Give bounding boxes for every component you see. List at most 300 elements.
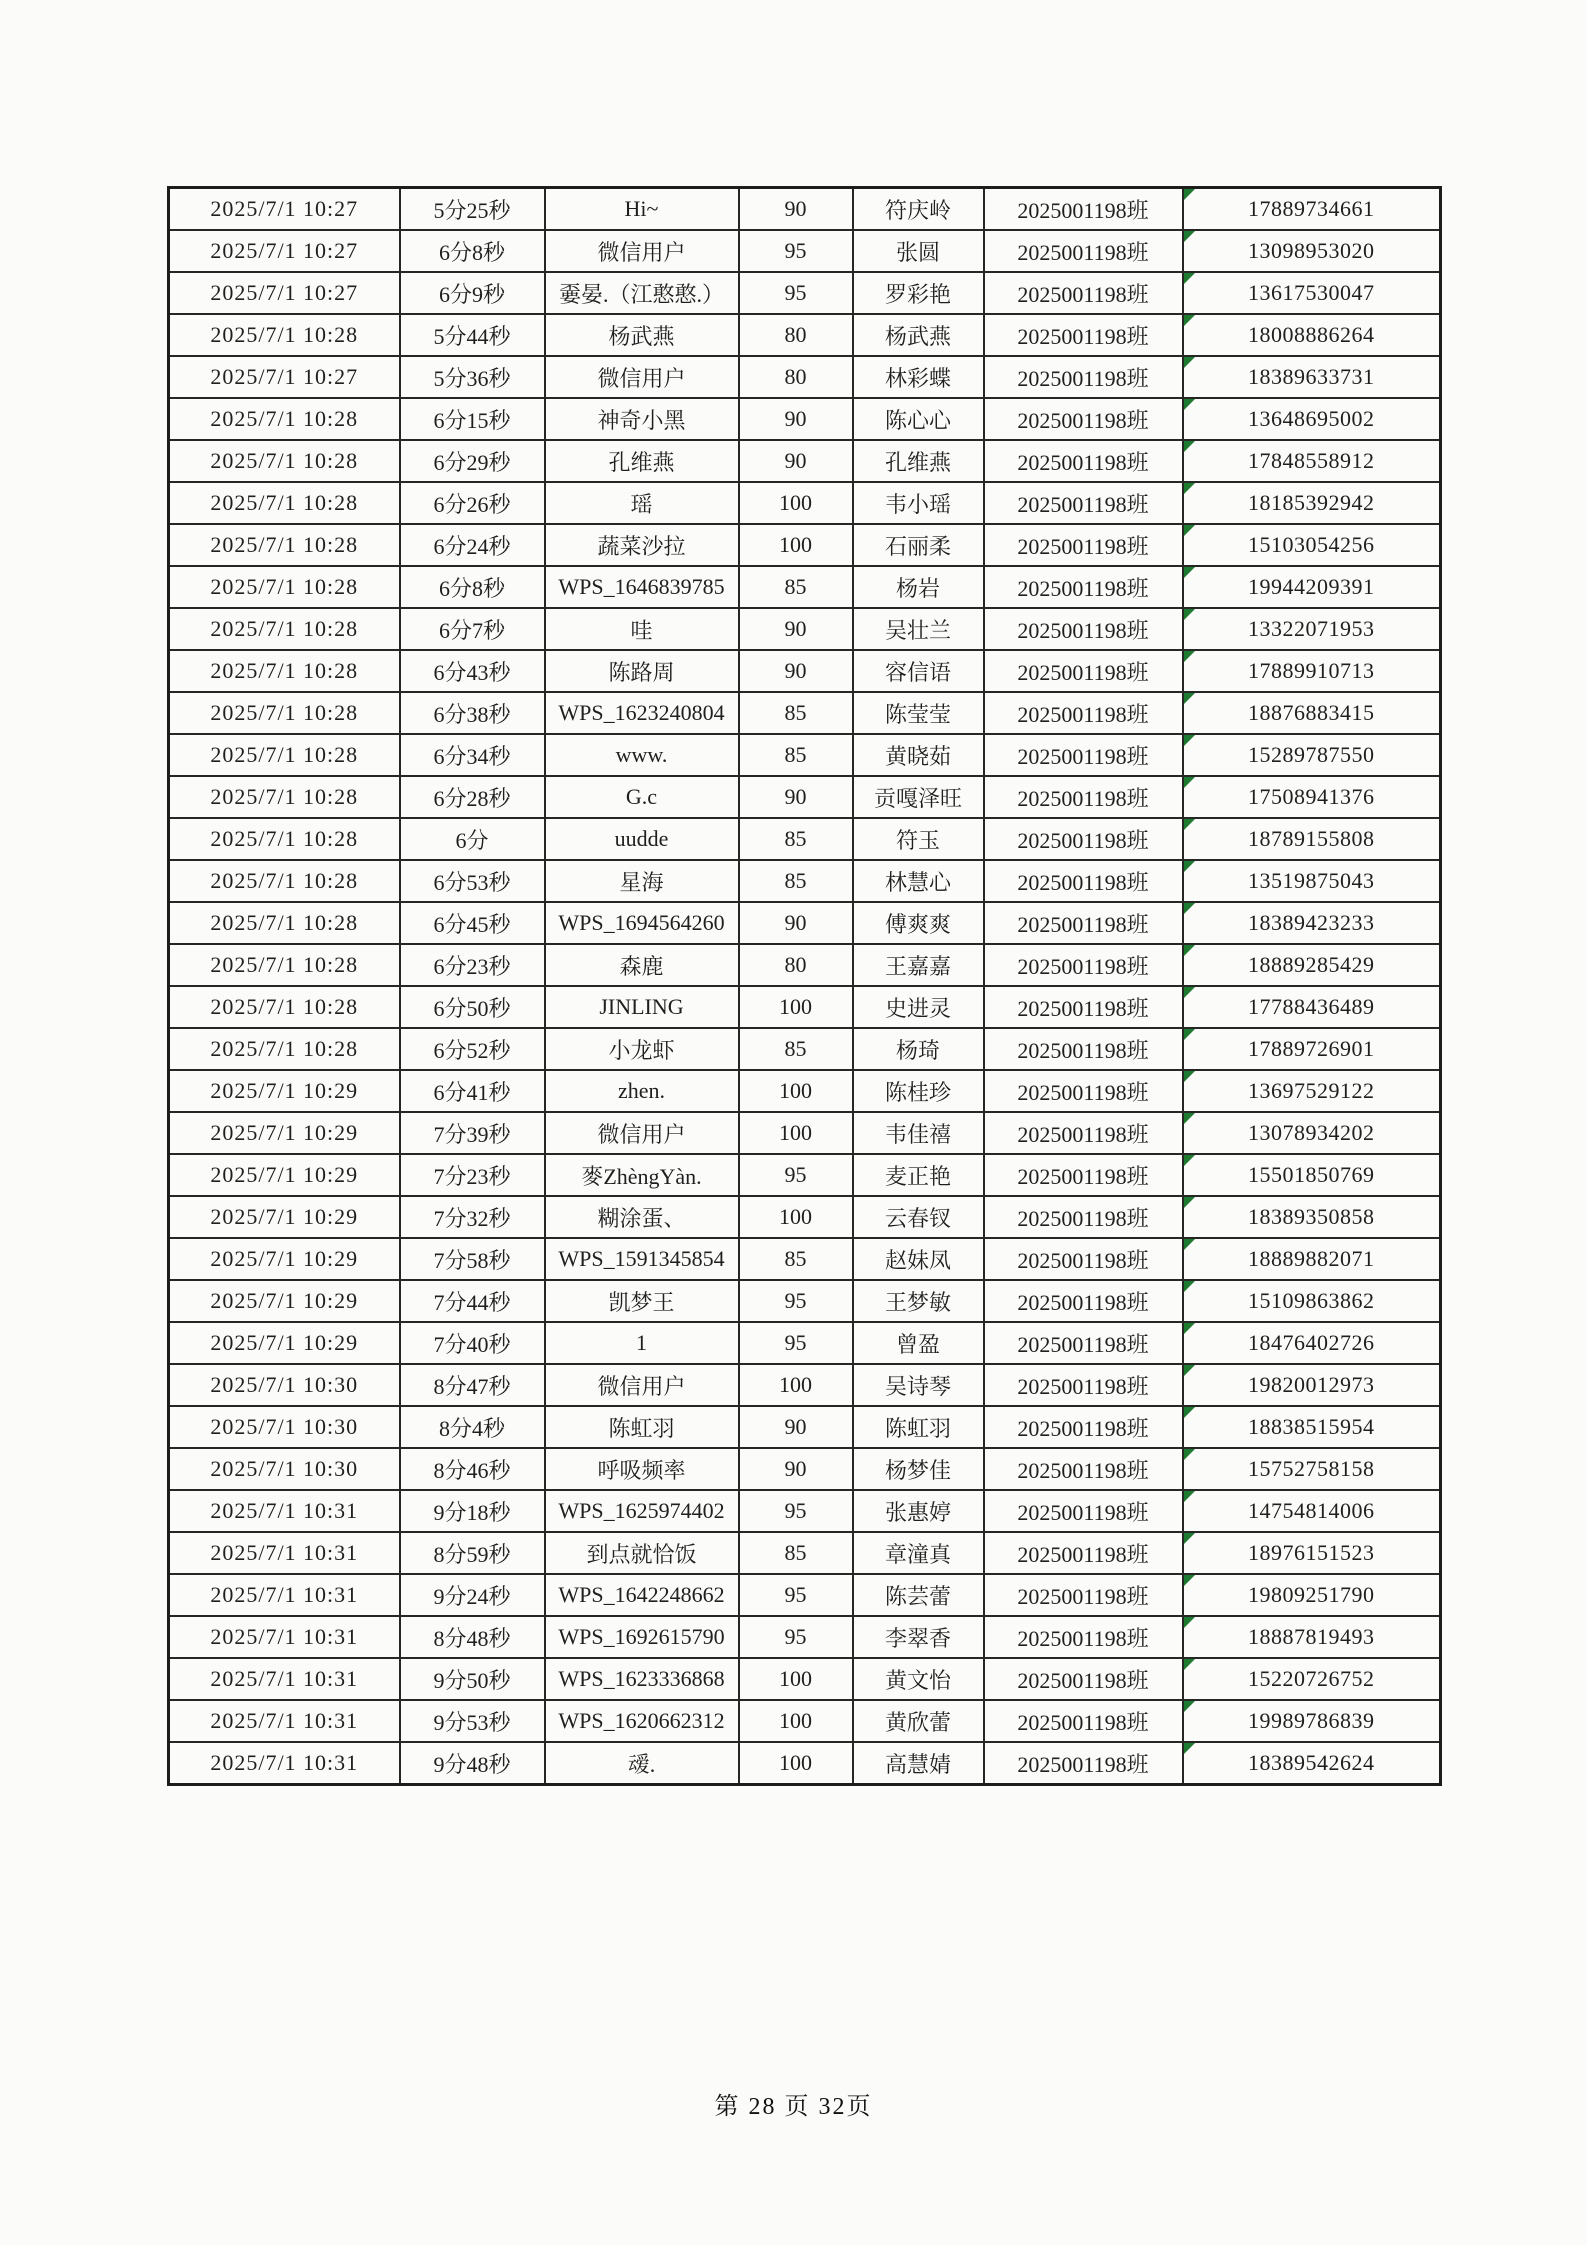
cell-duration: 8分48秒 <box>400 1616 545 1658</box>
cell-phone <box>1183 398 1441 440</box>
cell-phone <box>1183 230 1441 272</box>
cell-name: 韦小瑶 <box>853 482 984 524</box>
cell-nickname: WPS_1623336868 <box>545 1658 739 1700</box>
cell-duration: 6分8秒 <box>400 566 545 608</box>
cell-phone <box>1183 1196 1441 1238</box>
table-row <box>169 776 1441 818</box>
cell-nickname: 呼吸频率 <box>545 1448 739 1490</box>
cell-error-flag-icon <box>1184 1239 1195 1250</box>
cell-score: 90 <box>739 440 853 482</box>
cell-duration: 6分28秒 <box>400 776 545 818</box>
cell-duration: 8分4秒 <box>400 1406 545 1448</box>
cell-nickname: 微信用户 <box>545 1112 739 1154</box>
cell-score: 100 <box>739 1658 853 1700</box>
cell-phone <box>1183 692 1441 734</box>
phone-number-text: 18476402726 <box>1248 1330 1375 1355</box>
cell-phone <box>1183 860 1441 902</box>
cell-name: 杨琦 <box>853 1028 984 1070</box>
cell-score: 90 <box>739 1448 853 1490</box>
cell-nickname: 微信用户 <box>545 230 739 272</box>
cell-error-flag-icon <box>1184 1407 1195 1418</box>
cell-phone <box>1183 1574 1441 1616</box>
cell-error-flag-icon <box>1184 1323 1195 1334</box>
cell-nickname: 糊涂蛋、 <box>545 1196 739 1238</box>
cell-class: 2025001198班 <box>984 1532 1183 1574</box>
cell-phone <box>1183 1280 1441 1322</box>
cell-error-flag-icon <box>1184 1029 1195 1040</box>
cell-class: 2025001198班 <box>984 986 1183 1028</box>
cell-nickname: WPS_1642248662 <box>545 1574 739 1616</box>
cell-phone <box>1183 1658 1441 1700</box>
cell-class: 2025001198班 <box>984 1406 1183 1448</box>
cell-class: 2025001198班 <box>984 440 1183 482</box>
cell-duration: 8分59秒 <box>400 1532 545 1574</box>
cell-phone <box>1183 566 1441 608</box>
phone-number-text: 19944209391 <box>1248 574 1375 599</box>
cell-name: 杨武燕 <box>853 314 984 356</box>
cell-submit-time: 2025/7/1 10:31 <box>169 1490 400 1532</box>
cell-error-flag-icon <box>1184 1281 1195 1292</box>
cell-score: 85 <box>739 1028 853 1070</box>
cell-score: 80 <box>739 314 853 356</box>
cell-name: 吴诗琴 <box>853 1364 984 1406</box>
phone-number-text: 13519875043 <box>1248 868 1375 893</box>
phone-number-text: 17848558912 <box>1248 448 1375 473</box>
cell-class: 2025001198班 <box>984 650 1183 692</box>
cell-nickname: WPS_1692615790 <box>545 1616 739 1658</box>
cell-nickname: 哇 <box>545 608 739 650</box>
table-row <box>169 818 1441 860</box>
cell-score: 100 <box>739 482 853 524</box>
cell-duration: 6分29秒 <box>400 440 545 482</box>
cell-class: 2025001198班 <box>984 1238 1183 1280</box>
cell-duration: 6分23秒 <box>400 944 545 986</box>
cell-duration: 5分36秒 <box>400 356 545 398</box>
table-row <box>169 1322 1441 1364</box>
cell-error-flag-icon <box>1184 861 1195 872</box>
table-row <box>169 314 1441 356</box>
cell-name: 符玉 <box>853 818 984 860</box>
cell-duration: 6分43秒 <box>400 650 545 692</box>
cell-name: 杨梦佳 <box>853 1448 984 1490</box>
cell-submit-time: 2025/7/1 10:30 <box>169 1406 400 1448</box>
cell-phone <box>1183 524 1441 566</box>
cell-submit-time: 2025/7/1 10:30 <box>169 1364 400 1406</box>
cell-nickname: 陈路周 <box>545 650 739 692</box>
cell-nickname: www. <box>545 734 739 776</box>
table-row <box>169 1532 1441 1574</box>
phone-number-text: 17889734661 <box>1248 196 1375 221</box>
cell-class: 2025001198班 <box>984 1196 1183 1238</box>
cell-duration: 6分15秒 <box>400 398 545 440</box>
cell-submit-time: 2025/7/1 10:29 <box>169 1154 400 1196</box>
cell-name: 符庆岭 <box>853 188 984 231</box>
cell-phone <box>1183 1112 1441 1154</box>
phone-number-text: 15289787550 <box>1248 742 1375 767</box>
table-row <box>169 356 1441 398</box>
cell-name: 黄晓茹 <box>853 734 984 776</box>
cell-error-flag-icon <box>1184 1533 1195 1544</box>
table-row <box>169 986 1441 1028</box>
cell-class: 2025001198班 <box>984 860 1183 902</box>
cell-name: 王梦敏 <box>853 1280 984 1322</box>
cell-name: 韦佳禧 <box>853 1112 984 1154</box>
cell-nickname: 嫑晏.（江憨憨.） <box>545 272 739 314</box>
cell-score: 85 <box>739 1238 853 1280</box>
table-row <box>169 1070 1441 1112</box>
table-row <box>169 188 1441 231</box>
table-row <box>169 650 1441 692</box>
phone-number-text: 13098953020 <box>1248 238 1375 263</box>
cell-error-flag-icon <box>1184 903 1195 914</box>
cell-name: 张圆 <box>853 230 984 272</box>
cell-name: 张惠婷 <box>853 1490 984 1532</box>
cell-score: 100 <box>739 524 853 566</box>
table-row <box>169 440 1441 482</box>
cell-submit-time: 2025/7/1 10:31 <box>169 1616 400 1658</box>
cell-class: 2025001198班 <box>984 356 1183 398</box>
cell-score: 100 <box>739 1070 853 1112</box>
phone-number-text: 18976151523 <box>1248 1540 1375 1565</box>
cell-name: 贡嘎泽旺 <box>853 776 984 818</box>
cell-error-flag-icon <box>1184 399 1195 410</box>
cell-class: 2025001198班 <box>984 272 1183 314</box>
cell-score: 100 <box>739 1700 853 1742</box>
cell-error-flag-icon <box>1184 945 1195 956</box>
cell-nickname: 瑶 <box>545 482 739 524</box>
cell-submit-time: 2025/7/1 10:27 <box>169 188 400 231</box>
table-row <box>169 482 1441 524</box>
table-row <box>169 1448 1441 1490</box>
cell-submit-time: 2025/7/1 10:28 <box>169 776 400 818</box>
cell-nickname: 1 <box>545 1322 739 1364</box>
cell-submit-time: 2025/7/1 10:28 <box>169 482 400 524</box>
cell-class: 2025001198班 <box>984 1658 1183 1700</box>
cell-submit-time: 2025/7/1 10:28 <box>169 650 400 692</box>
cell-submit-time: 2025/7/1 10:29 <box>169 1112 400 1154</box>
cell-name: 史进灵 <box>853 986 984 1028</box>
cell-score: 85 <box>739 860 853 902</box>
cell-class: 2025001198班 <box>984 1700 1183 1742</box>
cell-error-flag-icon <box>1184 1743 1195 1754</box>
cell-duration: 5分25秒 <box>400 188 545 231</box>
cell-nickname: uudde <box>545 818 739 860</box>
cell-duration: 6分50秒 <box>400 986 545 1028</box>
cell-submit-time: 2025/7/1 10:27 <box>169 230 400 272</box>
results-table-body <box>169 188 1441 1785</box>
cell-name: 黄文怡 <box>853 1658 984 1700</box>
cell-duration: 6分45秒 <box>400 902 545 944</box>
phone-number-text: 18887819493 <box>1248 1624 1375 1649</box>
cell-duration: 9分53秒 <box>400 1700 545 1742</box>
cell-class: 2025001198班 <box>984 1448 1183 1490</box>
cell-score: 100 <box>739 1742 853 1785</box>
phone-number-text: 18876883415 <box>1248 700 1375 725</box>
cell-phone <box>1183 1406 1441 1448</box>
cell-score: 95 <box>739 272 853 314</box>
cell-score: 90 <box>739 188 853 231</box>
table-row <box>169 566 1441 608</box>
cell-class: 2025001198班 <box>984 1616 1183 1658</box>
cell-submit-time: 2025/7/1 10:29 <box>169 1322 400 1364</box>
table-row <box>169 902 1441 944</box>
cell-class: 2025001198班 <box>984 566 1183 608</box>
cell-score: 85 <box>739 734 853 776</box>
table-row <box>169 230 1441 272</box>
cell-phone <box>1183 1532 1441 1574</box>
cell-score: 80 <box>739 944 853 986</box>
cell-phone <box>1183 356 1441 398</box>
cell-nickname: WPS_1625974402 <box>545 1490 739 1532</box>
phone-number-text: 18389350858 <box>1248 1204 1375 1229</box>
cell-duration: 9分48秒 <box>400 1742 545 1785</box>
cell-class: 2025001198班 <box>984 482 1183 524</box>
cell-name: 高慧婧 <box>853 1742 984 1785</box>
cell-submit-time: 2025/7/1 10:28 <box>169 986 400 1028</box>
cell-name: 陈芸蕾 <box>853 1574 984 1616</box>
table-row <box>169 398 1441 440</box>
cell-duration: 7分39秒 <box>400 1112 545 1154</box>
cell-error-flag-icon <box>1184 1365 1195 1376</box>
cell-duration: 7分58秒 <box>400 1238 545 1280</box>
table-row <box>169 860 1441 902</box>
table-row <box>169 272 1441 314</box>
cell-phone <box>1183 1070 1441 1112</box>
cell-error-flag-icon <box>1184 1155 1195 1166</box>
cell-class: 2025001198班 <box>984 944 1183 986</box>
cell-name: 罗彩艳 <box>853 272 984 314</box>
phone-number-text: 18838515954 <box>1248 1414 1375 1439</box>
cell-error-flag-icon <box>1184 1575 1195 1586</box>
phone-number-text: 17508941376 <box>1248 784 1375 809</box>
phone-number-text: 19809251790 <box>1248 1582 1375 1607</box>
cell-submit-time: 2025/7/1 10:28 <box>169 734 400 776</box>
table-row <box>169 608 1441 650</box>
cell-phone <box>1183 608 1441 650</box>
cell-class: 2025001198班 <box>984 524 1183 566</box>
cell-submit-time: 2025/7/1 10:27 <box>169 272 400 314</box>
table-row <box>169 1238 1441 1280</box>
cell-class: 2025001198班 <box>984 1070 1183 1112</box>
cell-submit-time: 2025/7/1 10:29 <box>169 1196 400 1238</box>
cell-submit-time: 2025/7/1 10:28 <box>169 440 400 482</box>
phone-number-text: 15501850769 <box>1248 1162 1375 1187</box>
cell-duration: 8分47秒 <box>400 1364 545 1406</box>
cell-score: 100 <box>739 1112 853 1154</box>
cell-class: 2025001198班 <box>984 1364 1183 1406</box>
cell-name: 黄欣蕾 <box>853 1700 984 1742</box>
cell-name: 王嘉嘉 <box>853 944 984 986</box>
cell-submit-time: 2025/7/1 10:28 <box>169 398 400 440</box>
cell-score: 100 <box>739 1196 853 1238</box>
cell-nickname: JINLING <box>545 986 739 1028</box>
cell-score: 90 <box>739 902 853 944</box>
cell-phone <box>1183 902 1441 944</box>
cell-name: 吴壮兰 <box>853 608 984 650</box>
cell-nickname: WPS_1591345854 <box>545 1238 739 1280</box>
cell-phone <box>1183 1238 1441 1280</box>
cell-duration: 6分52秒 <box>400 1028 545 1070</box>
phone-number-text: 18389633731 <box>1248 364 1375 389</box>
cell-nickname: Hi~ <box>545 188 739 231</box>
cell-score: 85 <box>739 1532 853 1574</box>
cell-submit-time: 2025/7/1 10:28 <box>169 524 400 566</box>
table-row <box>169 1364 1441 1406</box>
cell-nickname: 叆. <box>545 1742 739 1785</box>
cell-score: 90 <box>739 776 853 818</box>
cell-phone <box>1183 272 1441 314</box>
cell-nickname: WPS_1623240804 <box>545 692 739 734</box>
cell-submit-time: 2025/7/1 10:29 <box>169 1280 400 1322</box>
table-row <box>169 1574 1441 1616</box>
cell-error-flag-icon <box>1184 1113 1195 1124</box>
cell-duration: 7分40秒 <box>400 1322 545 1364</box>
phone-number-text: 15109863862 <box>1248 1288 1375 1313</box>
cell-submit-time: 2025/7/1 10:28 <box>169 902 400 944</box>
cell-nickname: 微信用户 <box>545 1364 739 1406</box>
cell-nickname: 杨武燕 <box>545 314 739 356</box>
cell-score: 95 <box>739 1154 853 1196</box>
cell-phone <box>1183 1154 1441 1196</box>
cell-nickname: 凯梦王 <box>545 1280 739 1322</box>
cell-class: 2025001198班 <box>984 1490 1183 1532</box>
phone-number-text: 13322071953 <box>1248 616 1375 641</box>
cell-class: 2025001198班 <box>984 1028 1183 1070</box>
table-row <box>169 944 1441 986</box>
cell-error-flag-icon <box>1184 315 1195 326</box>
phone-number-text: 13617530047 <box>1248 280 1375 305</box>
cell-phone <box>1183 482 1441 524</box>
cell-error-flag-icon <box>1184 357 1195 368</box>
cell-duration: 9分50秒 <box>400 1658 545 1700</box>
cell-name: 孔维燕 <box>853 440 984 482</box>
cell-nickname: WPS_1646839785 <box>545 566 739 608</box>
cell-phone <box>1183 314 1441 356</box>
phone-number-text: 18889882071 <box>1248 1246 1375 1271</box>
cell-score: 95 <box>739 1616 853 1658</box>
phone-number-text: 15220726752 <box>1248 1666 1375 1691</box>
table-row <box>169 1028 1441 1070</box>
cell-error-flag-icon <box>1184 273 1195 284</box>
cell-phone <box>1183 650 1441 692</box>
cell-submit-time: 2025/7/1 10:30 <box>169 1448 400 1490</box>
cell-duration: 6分8秒 <box>400 230 545 272</box>
cell-score: 90 <box>739 650 853 692</box>
cell-name: 陈莹莹 <box>853 692 984 734</box>
cell-score: 85 <box>739 566 853 608</box>
cell-error-flag-icon <box>1184 609 1195 620</box>
cell-score: 85 <box>739 692 853 734</box>
cell-score: 95 <box>739 1490 853 1532</box>
cell-nickname: 孔维燕 <box>545 440 739 482</box>
cell-error-flag-icon <box>1184 735 1195 746</box>
phone-number-text: 18789155808 <box>1248 826 1375 851</box>
phone-number-text: 18389423233 <box>1248 910 1375 935</box>
table-row <box>169 1406 1441 1448</box>
cell-score: 95 <box>739 230 853 272</box>
cell-name: 容信语 <box>853 650 984 692</box>
cell-error-flag-icon <box>1184 1659 1195 1670</box>
cell-class: 2025001198班 <box>984 188 1183 231</box>
phone-number-text: 17889910713 <box>1248 658 1375 683</box>
cell-phone <box>1183 1490 1441 1532</box>
phone-number-text: 19989786839 <box>1248 1708 1375 1733</box>
phone-number-text: 18185392942 <box>1248 490 1375 515</box>
cell-error-flag-icon <box>1184 483 1195 494</box>
phone-number-text: 15752758158 <box>1248 1456 1375 1481</box>
cell-submit-time: 2025/7/1 10:31 <box>169 1700 400 1742</box>
cell-duration: 6分41秒 <box>400 1070 545 1112</box>
cell-nickname: 森鹿 <box>545 944 739 986</box>
cell-name: 林慧心 <box>853 860 984 902</box>
cell-name: 陈虹羽 <box>853 1406 984 1448</box>
cell-nickname: 麥ZhèngYàn. <box>545 1154 739 1196</box>
cell-phone <box>1183 818 1441 860</box>
cell-error-flag-icon <box>1184 189 1195 200</box>
phone-number-text: 18389542624 <box>1248 1750 1375 1775</box>
cell-name: 赵妹凤 <box>853 1238 984 1280</box>
cell-name: 石丽柔 <box>853 524 984 566</box>
cell-submit-time: 2025/7/1 10:28 <box>169 1028 400 1070</box>
cell-error-flag-icon <box>1184 777 1195 788</box>
cell-nickname: zhen. <box>545 1070 739 1112</box>
table-row <box>169 1742 1441 1785</box>
cell-class: 2025001198班 <box>984 398 1183 440</box>
cell-name: 陈桂珍 <box>853 1070 984 1112</box>
cell-duration: 6分24秒 <box>400 524 545 566</box>
cell-name: 傅爽爽 <box>853 902 984 944</box>
cell-duration: 6分38秒 <box>400 692 545 734</box>
cell-class: 2025001198班 <box>984 608 1183 650</box>
cell-submit-time: 2025/7/1 10:28 <box>169 818 400 860</box>
cell-class: 2025001198班 <box>984 902 1183 944</box>
cell-class: 2025001198班 <box>984 1154 1183 1196</box>
cell-nickname: 蔬菜沙拉 <box>545 524 739 566</box>
cell-phone <box>1183 776 1441 818</box>
cell-submit-time: 2025/7/1 10:28 <box>169 608 400 650</box>
cell-error-flag-icon <box>1184 693 1195 704</box>
cell-nickname: G.c <box>545 776 739 818</box>
cell-submit-time: 2025/7/1 10:28 <box>169 314 400 356</box>
cell-duration: 9分24秒 <box>400 1574 545 1616</box>
cell-duration: 7分23秒 <box>400 1154 545 1196</box>
cell-score: 85 <box>739 818 853 860</box>
cell-score: 100 <box>739 986 853 1028</box>
phone-number-text: 15103054256 <box>1248 532 1375 557</box>
phone-number-text: 14754814006 <box>1248 1498 1375 1523</box>
cell-error-flag-icon <box>1184 987 1195 998</box>
table-row <box>169 1700 1441 1742</box>
page-number: 第 28 页 32页 <box>714 2094 873 2120</box>
cell-phone <box>1183 1322 1441 1364</box>
cell-phone <box>1183 1028 1441 1070</box>
cell-duration: 5分44秒 <box>400 314 545 356</box>
table-row <box>169 734 1441 776</box>
cell-error-flag-icon <box>1184 1197 1195 1208</box>
cell-nickname: 神奇小黑 <box>545 398 739 440</box>
cell-nickname: 微信用户 <box>545 356 739 398</box>
phone-number-text: 18008886264 <box>1248 322 1375 347</box>
results-table <box>167 186 1442 1786</box>
cell-submit-time: 2025/7/1 10:27 <box>169 356 400 398</box>
cell-submit-time: 2025/7/1 10:31 <box>169 1658 400 1700</box>
cell-name: 陈心心 <box>853 398 984 440</box>
cell-class: 2025001198班 <box>984 776 1183 818</box>
phone-number-text: 13648695002 <box>1248 406 1375 431</box>
cell-duration: 7分44秒 <box>400 1280 545 1322</box>
table-row <box>169 524 1441 566</box>
cell-nickname: 星海 <box>545 860 739 902</box>
